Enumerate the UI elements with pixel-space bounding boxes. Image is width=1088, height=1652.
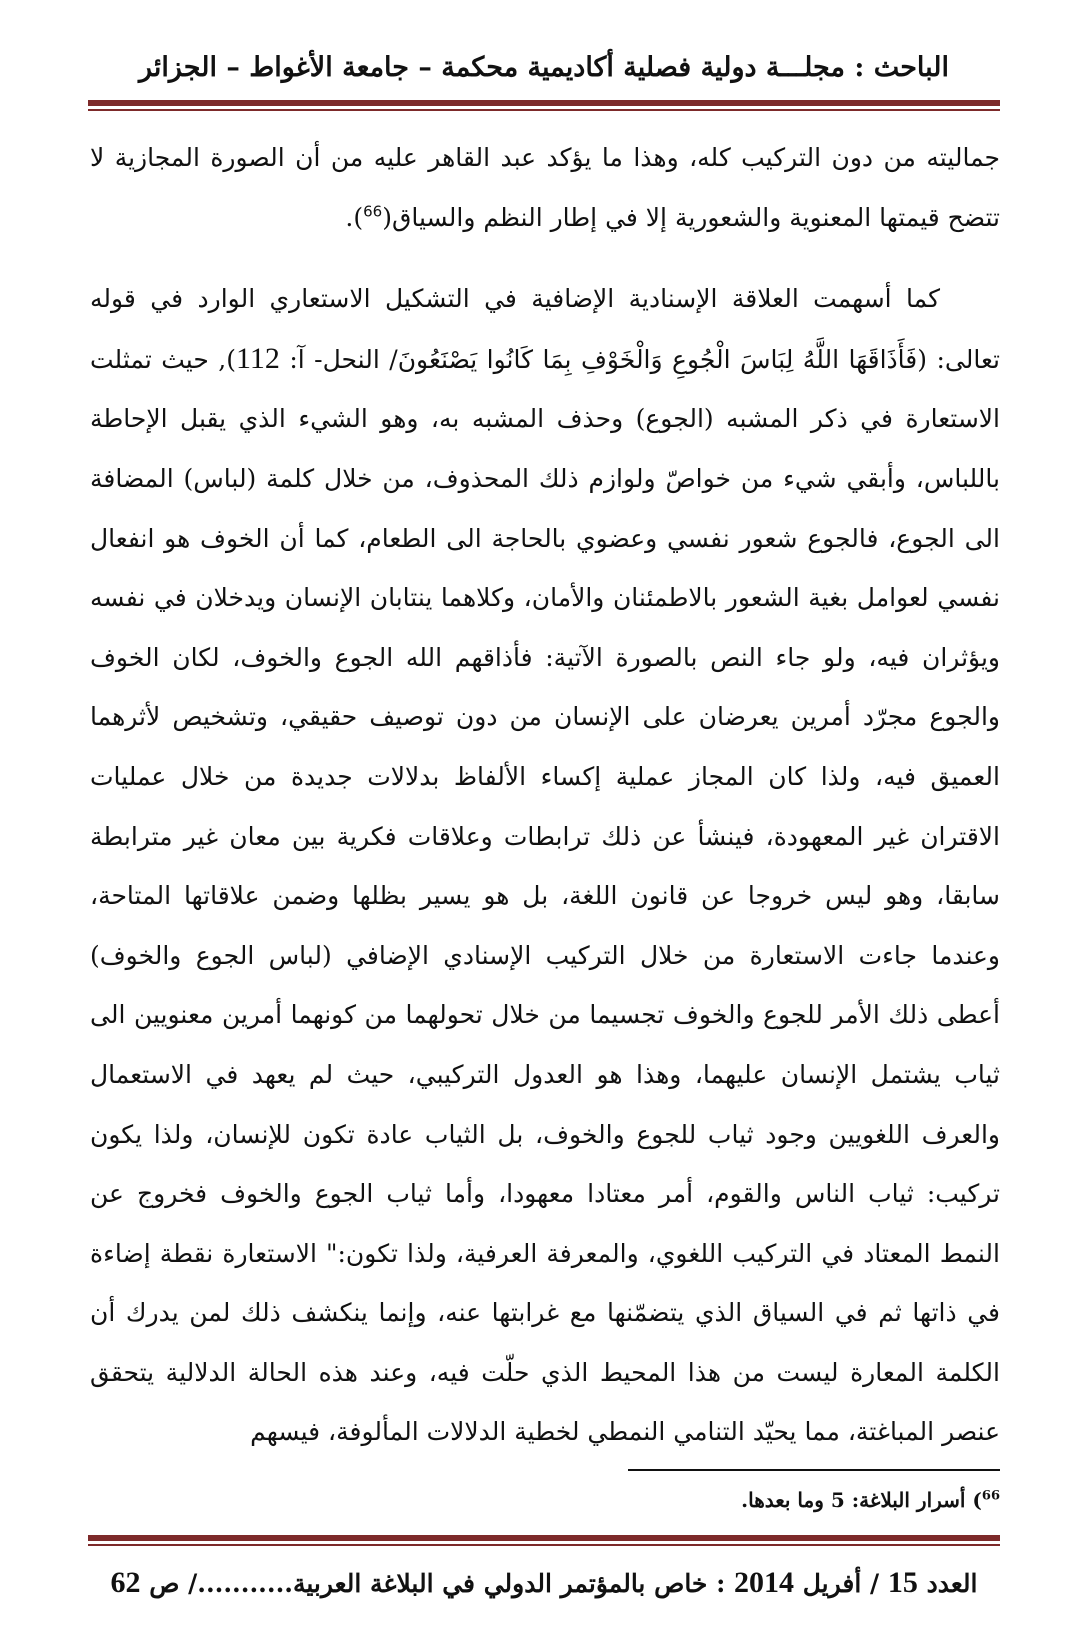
footnote-reference: 66	[363, 202, 383, 221]
paragraph-1	[90, 128, 1000, 247]
footer-rule-thick	[88, 1535, 1000, 1541]
issue-label: العدد	[926, 1569, 978, 1598]
footnote-separator	[628, 1469, 1000, 1471]
header-rule-thin	[88, 109, 1000, 111]
footnote-text: ) أسرار البلاغة: 5 وما بعدها.	[741, 1488, 982, 1512]
footer-separator: /	[861, 1569, 888, 1598]
paragraph-2-rest: ), حيث تمثلت الاستعارة في ذكر المشبه (الجوع) وحذف المشبه به، وهو الشيء الذي يقبل الإحاطة باللباس، وأبقي شيء من خواصّ ولوازم ذلك المحذوف، من خلال كلمة (لباس) المضافة الى الجوع، فالجوع شعور نفسي وعضوي بالحاجة الى الطعام، كما أن الخوف هو انفعال نفسي لعوامل بغية الشعور بالاطمئنان والأمان، وكلاهما ينتابان الإنسان ويدخلان في نفسه ويؤثران فيه، ولو جاء النص بالصورة الآتية: فأذاقهم الله الجوع والخوف، لكان الخوف والجوع مجرّد أمرين يعرضان على الإنسان من دون توصيف حقيقي، وتشخيص لأثرهما العميق فيه، ولذا كان المجاز عملية إكساء الألفاظ بدلالات جديدة من خلال عمليات الاقتران غير المعهودة، فينشأ عن ذلك ترابطات وعلاقات فكرية بين معان غير مترابطة سابقا، وهو ليس خروجا عن قانون اللغة، بل هو يسير بظلها وضمن علاقاتها المتاحة، وعندما جاءت الاستعارة من خلال التركيب الإسنادي الإضافي (لباس الجوع والخوف) أعطى ذلك الأمر للجوع والخوف تجسيما من خلال تحولهما من كونهما أمرين معنويين الى ثياب يشتمل الإنسان عليهما، وهذا هو العدول التركيبي، حيث لم يعهد في الاستعمال والعرف اللغويين وجود ثياب للجوع والخوف، بل الثياب عادة تكون للإنسان، ولذا يكون تركيب: ثياب الناس والقوم، أمر معتادا معهودا، وأما ثياب الجوع والخوف فخروج عن النمط المعتاد في التركيب اللغوي، والمعرفة العرفية، ولذا تكون:" الاستعارة نقطة إضاءة في ذاتها ثم في السياق الذي يتضمّنها مع غرابتها عنه، وإنما ينكشف ذلك لمن يدرك أن الكلمة المعارة ليست من هذا المحيط الذي حلّت فيه، وعند هذه الحالة الدلالية يتحقق عنصر المباغتة، مما يحيّد التنامي النمطي لخطية الدلالات المألوفة، فيسهم	[90, 344, 1000, 1447]
paragraph-2	[90, 269, 1000, 1462]
page-footer	[88, 1566, 1000, 1600]
quran-verse: فَأَذَاقَهَا اللَّهُ لِبَاسَ الْجُوعِ وَالْخَوْفِ بِمَا كَانُوا يَصْنَعُونَ	[397, 344, 918, 374]
surah-reference: / النحل- آ:	[279, 344, 398, 374]
paragraph-2-intro: كما أسهمت العلاقة الإسنادية الإضافية في التشكيل الاستعاري الوارد في قوله تعالى: (	[90, 284, 1000, 374]
footnote	[88, 1488, 1000, 1512]
body-text	[90, 128, 1000, 1462]
issue-year: 2014	[734, 1566, 795, 1599]
verse-number: 112	[235, 341, 280, 375]
footer-rule-thin	[88, 1544, 1000, 1546]
issue-number: 15	[887, 1566, 918, 1599]
footer-rule	[88, 1535, 1000, 1546]
running-header: الباحث : مجلـــة دولية فصلية أكاديمية محكمة – جامعة الأغواط – الجزائر	[138, 52, 950, 83]
page-number: 62	[110, 1566, 141, 1599]
paragraph-1-end: ).	[345, 202, 364, 232]
header-rule	[88, 100, 1000, 111]
issue-subject: : خاص بالمؤتمر الدولي في البلاغة العربية.........../ ص	[140, 1569, 735, 1598]
issue-month: أفريل	[802, 1569, 862, 1598]
footnote-number: 66	[981, 1488, 1000, 1504]
paragraph-1-text: جماليته من دون التركيب كله، وهذا ما يؤكد عبد القاهر عليه من أن الصورة المجازية لا تتضح قيمتها المعنوية والشعورية إلا في إطار النظم والسياق(	[90, 143, 1000, 232]
header-rule-thick	[88, 100, 1000, 106]
